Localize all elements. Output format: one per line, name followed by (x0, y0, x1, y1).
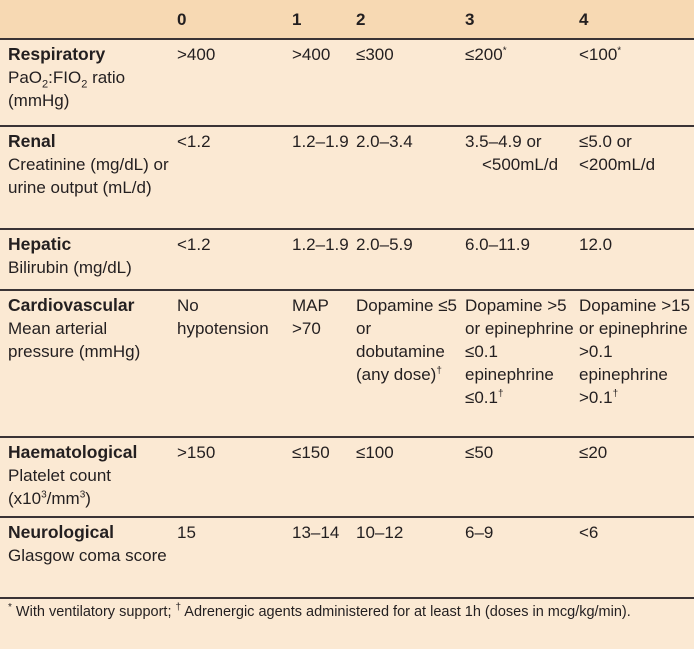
header-score-1: 1 (290, 0, 354, 39)
cell-score-2: 2.0–3.4 (356, 132, 413, 151)
param-name: Hepatic (8, 234, 72, 254)
cell-score-1: MAP >70 (292, 296, 329, 338)
cell-score-2: 10–12 (356, 523, 404, 542)
footnote-asterisk: * (8, 602, 12, 614)
row-haematological (0, 437, 694, 517)
cell-score-4: <100* (579, 45, 622, 64)
row-respiratory (0, 39, 694, 126)
cell-score-0: <1.2 (177, 132, 211, 151)
cell-score-4: ≤20 (579, 443, 608, 462)
header-row (0, 0, 694, 39)
param-hepatic (0, 229, 175, 290)
cell-score-0: >400 (177, 45, 216, 64)
header-empty (0, 0, 175, 39)
param-name: Cardiovascular (8, 295, 135, 315)
footnote-dagger: † (175, 602, 182, 614)
cell-score-4: ≤5.0 or <200mL/d (579, 132, 656, 174)
cell-score-2: Dopamine ≤5 or dobutamine (any dose)† (356, 296, 457, 384)
cell-score-2: ≤100 (356, 443, 394, 462)
param-haematological (0, 437, 175, 517)
row-cardiovascular (0, 290, 694, 437)
cell-score-1: ≤150 (292, 443, 330, 462)
header-score-0: 0 (175, 0, 290, 39)
param-description: Platelet count $(x10^3/mm^3)$ (8, 466, 112, 508)
cell-score-1: 1.2–1.9 (292, 235, 349, 254)
cell-score-4: <6 (579, 523, 599, 542)
cell-score-3: 6–9 (465, 523, 494, 542)
param-name: Respiratory (8, 44, 106, 64)
param-description: Mean arterial pressure (mmHg) (8, 319, 141, 361)
param-cardiovascular (0, 290, 175, 437)
table-footnote (0, 597, 694, 649)
row-neurological (0, 517, 694, 597)
param-description: Bilirubin (mg/dL) (8, 258, 132, 277)
cell-score-4: Dopamine >15 or epinephrine >0.1 epinephrine >0.1† (579, 296, 691, 407)
cell-score-0: 15 (177, 523, 196, 542)
row-renal (0, 126, 694, 229)
cell-score-3: Dopamine >5 or epinephrine ≤0.1 epinephrine ≤0.1† (465, 296, 574, 407)
footnote-text-1: With ventilatory support; (11, 604, 176, 620)
param-description: Creatinine (mg/dL) or urine output (mL/d) (8, 155, 169, 197)
cell-score-3: 6.0–11.9 (465, 235, 530, 254)
cell-score-0: <1.2 (177, 235, 211, 254)
cell-score-1: >400 (292, 45, 331, 64)
cell-score-4: 12.0 (579, 235, 613, 254)
cell-score-0: >150 (177, 443, 216, 462)
cell-score-2: ≤300 (356, 45, 394, 64)
cell-score-2: 2.0–5.9 (356, 235, 413, 254)
header-score-4: 4 (577, 0, 694, 39)
cell-score-3: ≤200* (465, 45, 507, 64)
footnote-text-2: Adrenergic agents administered for at least 1h (doses in mcg/kg/min). (181, 604, 631, 620)
cell-score-1: 1.2–1.9 (292, 132, 349, 151)
param-renal (0, 126, 175, 229)
param-name: Renal (8, 131, 56, 151)
param-description: $PaO_2:FIO_2$ ratio (mmHg) (8, 68, 126, 110)
param-name: Haematological (8, 442, 138, 462)
param-respiratory (0, 39, 175, 126)
param-name: Neurological (8, 522, 114, 542)
param-neurological (0, 517, 175, 597)
cell-score-3: ≤50 (465, 443, 494, 462)
param-description: Glasgow coma score (8, 546, 167, 565)
header-score-2: 2 (354, 0, 463, 39)
cell-score-1: 13–14 (292, 523, 340, 542)
cell-score-0: No hypotension (177, 296, 269, 338)
row-hepatic (0, 229, 694, 290)
cell-score-3: 3.5–4.9 or <500mL/d (465, 132, 559, 174)
header-score-3: 3 (463, 0, 577, 39)
